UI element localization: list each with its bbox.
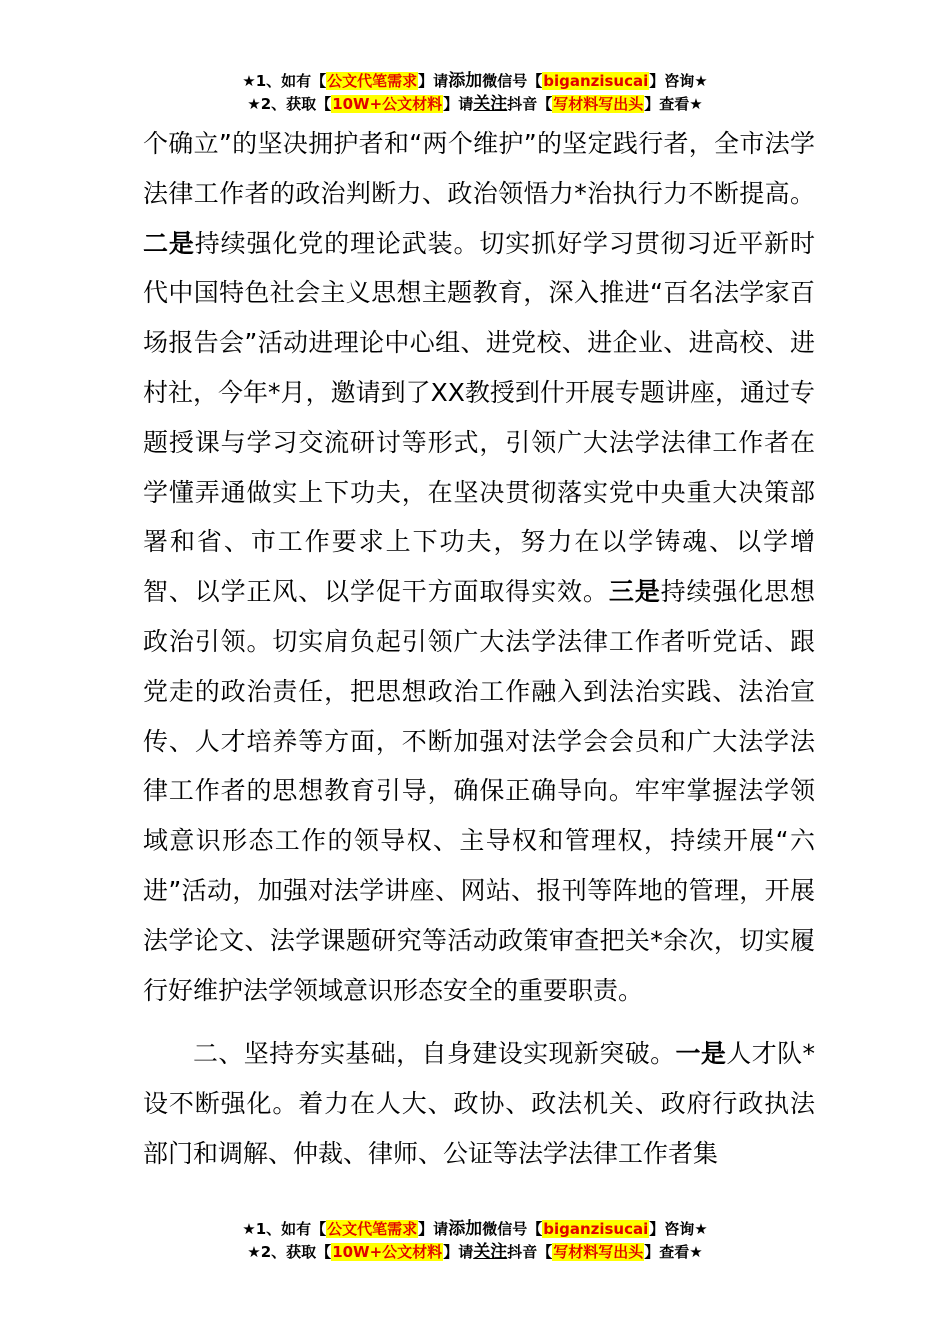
banner-text: 微信号【 [482, 1220, 543, 1238]
banner-text: 添加 [448, 71, 483, 91]
body-text: 个确立”的坚决拥护者和“两个维护”的坚定践行者，全市法学法律工作者的政治判断力、政治领悟力*治执行力不断提高。 [143, 129, 815, 208]
banner-text: 】请 [418, 72, 449, 90]
banner-text: ★2、获取【 [247, 1243, 332, 1261]
banner-text: 】请 [443, 95, 474, 113]
section-heading-text: 二、坚持夯实基础，自身建设实现新突破。 [193, 1039, 676, 1069]
banner-line-2 [0, 1241, 950, 1264]
highlight-wechat-id: biganzisucai [543, 72, 649, 90]
highlight-wechat-id: biganzisucai [543, 1220, 649, 1238]
banner-text: 关注 [473, 94, 508, 114]
banner-line-2 [0, 93, 950, 116]
banner-text: ★1、如有【 [242, 1220, 327, 1238]
highlight-douyin-id: 写材料写出头 [553, 1243, 644, 1261]
highlight-materials: 10W+公文材料 [332, 95, 443, 113]
bold-marker: 一是 [675, 1039, 727, 1069]
banner-text: 】咨询★ [649, 72, 708, 90]
banner-line-1 [0, 70, 950, 93]
highlight-douyin-id: 写材料写出头 [553, 95, 644, 113]
banner-text: 】请 [443, 1243, 474, 1261]
banner-line-1 [0, 1218, 950, 1241]
header-banner [0, 70, 950, 116]
banner-text: ★1、如有【 [242, 72, 327, 90]
body-text: 人才队*设不断强化。着力在人大、政协、政法机关、政府行政执法部门和调解、仲裁、律师、公证等法学法律工作者集 [143, 1039, 815, 1168]
banner-text: 】查看★ [644, 95, 703, 113]
document-body [143, 119, 815, 1179]
footer-banner [0, 1218, 950, 1264]
banner-text: 关注 [473, 1242, 508, 1262]
banner-text: 添加 [448, 1219, 483, 1239]
paragraph [143, 119, 815, 1015]
bold-marker: 二是 [143, 228, 195, 258]
highlight-service: 公文代笔需求 [327, 72, 418, 90]
body-text: 持续强化思想政治引领。切实肩负起引领广大法学法律工作者听党话、跟党走的政治责任，把思想政治工作融入到法治实践、法治宣传、人才培养等方面，不断加强对法学会会员和广大法学法律工作者的思想教育引导，确保正确导向。牢牢掌握法学领域意识形态工作的领导权、主导权和管理权，持续开展“六进”活动，加强对法学讲座、网站、报刊等阵地的管理，开展法学论文、法学课题研究等活动政策审查把关*余次，切实履行好维护法学领域意识形态安全的重要职责。 [143, 577, 815, 1005]
bold-marker: 三是 [608, 577, 661, 607]
highlight-service: 公文代笔需求 [327, 1220, 418, 1238]
banner-text: 抖音【 [507, 1243, 553, 1261]
banner-text: 】请 [418, 1220, 449, 1238]
paragraph [143, 1029, 815, 1178]
banner-text: 】查看★ [644, 1243, 703, 1261]
body-text: 持续强化党的理论武装。切实抓好学习贯彻习近平新时代中国特色社会主义思想主题教育，深入推进“百名法学家百场报告会”活动进理论中心组、进党校、进企业、进高校、进村社，今年*月，邀请到了XX教授到什开展专题讲座，通过专题授课与学习交流研讨等形式，引领广大法学法律工作者在学懂弄通做实上下功夫，在坚决贯彻落实党中央重大决策部署和省、市工作要求上下功夫，努力在以学铸魂、以学增智、以学正风、以学促干方面取得实效。 [143, 228, 815, 607]
highlight-materials: 10W+公文材料 [332, 1243, 443, 1261]
banner-text: 微信号【 [482, 72, 543, 90]
banner-text: 抖音【 [507, 95, 553, 113]
banner-text: 】咨询★ [649, 1220, 708, 1238]
banner-text: ★2、获取【 [247, 95, 332, 113]
